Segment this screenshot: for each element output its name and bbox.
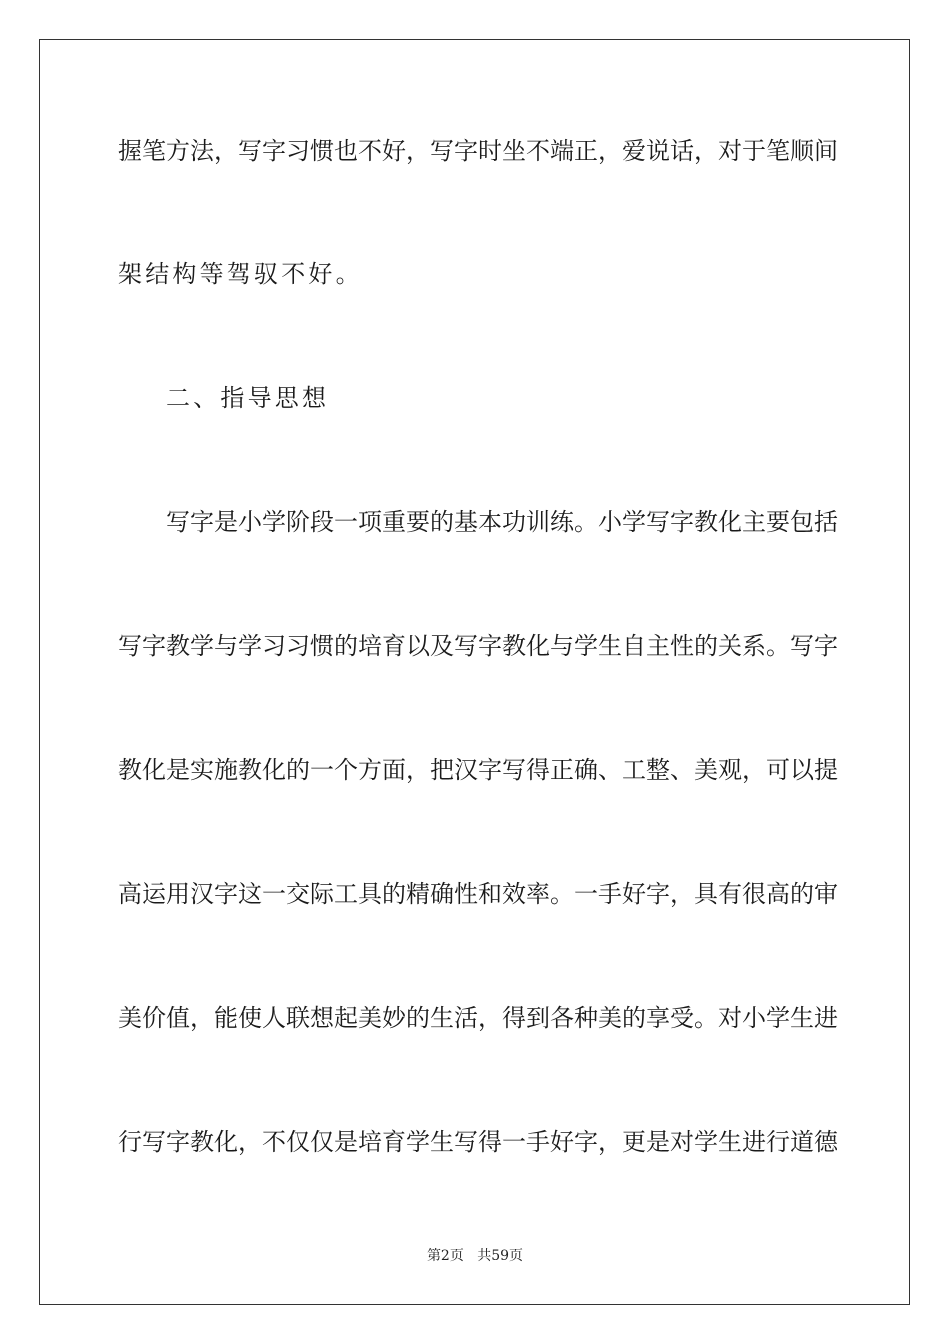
- page-number: 第2页: [426, 1248, 464, 1264]
- text-line: 高运用汉字这一交际工具的精确性和效率。一手好字，具有很高的审: [118, 880, 838, 908]
- page-footer: [0, 1247, 950, 1265]
- page-total: 共59页: [477, 1248, 524, 1264]
- text-line: 教化是实施教化的一个方面，把汉字写得正确、工整、美观，可以提: [118, 756, 838, 784]
- page-frame: [39, 39, 910, 1305]
- text-line: 美价值，能使人联想起美妙的生活，得到各种美的享受。对小学生进: [118, 1004, 838, 1032]
- text-line: 写字是小学阶段一项重要的基本功训练。小学写字教化主要包括: [166, 508, 838, 536]
- text-line: 架结构等驾驭不好。: [118, 260, 363, 288]
- text-line: 行写字教化，不仅仅是培育学生写得一手好字，更是对学生进行道德: [118, 1128, 838, 1156]
- text-line: 握笔方法，写字习惯也不好，写字时坐不端正，爱说话，对于笔顺间: [118, 137, 838, 165]
- section-heading: 二、指导思想: [166, 384, 330, 412]
- text-line: 写字教学与学习习惯的培育以及写字教化与学生自主性的关系。写字: [118, 632, 838, 660]
